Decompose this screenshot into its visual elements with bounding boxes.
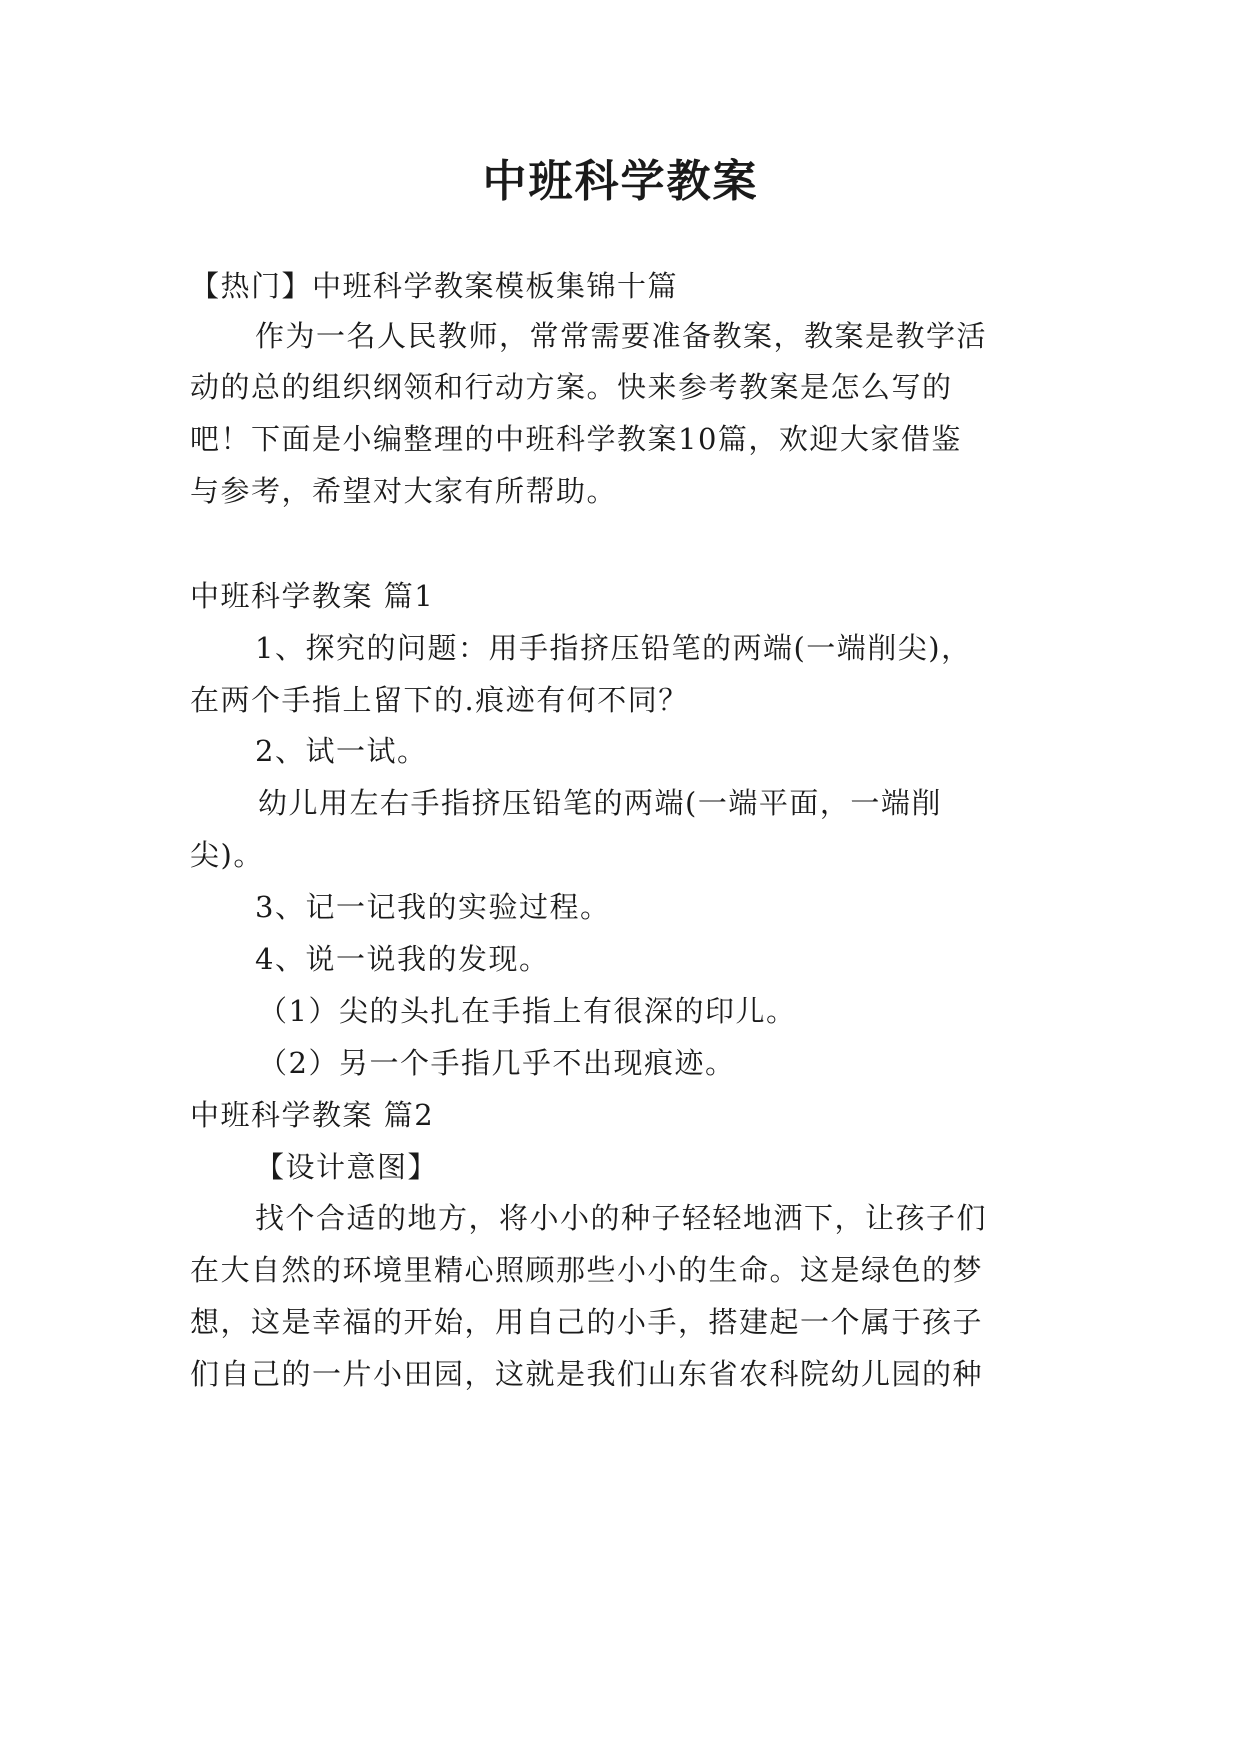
- paragraph-line: 2、试一试。: [255, 734, 428, 768]
- intro-line: 与参考，希望对大家有所帮助。: [190, 474, 618, 508]
- subtitle-line: 【热门】中班科学教案模板集锦十篇: [190, 269, 679, 303]
- paragraph-line: 3、记一记我的实验过程。: [255, 890, 611, 924]
- paragraph-line: 1、探究的问题：用手指挤压铅笔的两端(一端削尖)，: [255, 631, 972, 665]
- paragraph-line: 在大自然的环境里精心照顾那些小小的生命。这是绿色的梦: [190, 1253, 984, 1287]
- paragraph-line: （2）另一个手指几乎不出现痕迹。: [258, 1046, 736, 1080]
- paragraph-line: 在两个手指上留下的.痕迹有何不同？: [190, 683, 689, 717]
- paragraph-line: 想，这是幸福的开始，用自己的小手，搭建起一个属于孩子: [190, 1305, 984, 1339]
- section-heading: 中班科学教案 篇2: [190, 1098, 435, 1132]
- paragraph-line: 尖)。: [190, 838, 264, 872]
- paragraph-line: （1）尖的头扎在手指上有很深的印儿。: [258, 994, 797, 1028]
- paragraph-line: 幼儿用左右手指挤压铅笔的两端(一端平面，一端削: [258, 786, 942, 820]
- paragraph-line: 们自己的一片小田园，这就是我们山东省农科院幼儿园的种: [190, 1357, 984, 1391]
- intro-line: 吧！下面是小编整理的中班科学教案10篇，欢迎大家借鉴: [190, 422, 962, 456]
- document-title: 中班科学教案: [482, 156, 759, 207]
- paragraph-line: 4、说一说我的发现。: [255, 942, 550, 976]
- intro-line: 作为一名人民教师，常常需要准备教案，教案是教学活: [255, 319, 988, 353]
- section-heading: 中班科学教案 篇1: [190, 579, 435, 613]
- paragraph-line: 【设计意图】: [255, 1150, 439, 1184]
- paragraph-line: 找个合适的地方，将小小的种子轻轻地洒下，让孩子们: [255, 1201, 988, 1235]
- intro-line: 动的总的组织纲领和行动方案。快来参考教案是怎么写的: [190, 370, 953, 404]
